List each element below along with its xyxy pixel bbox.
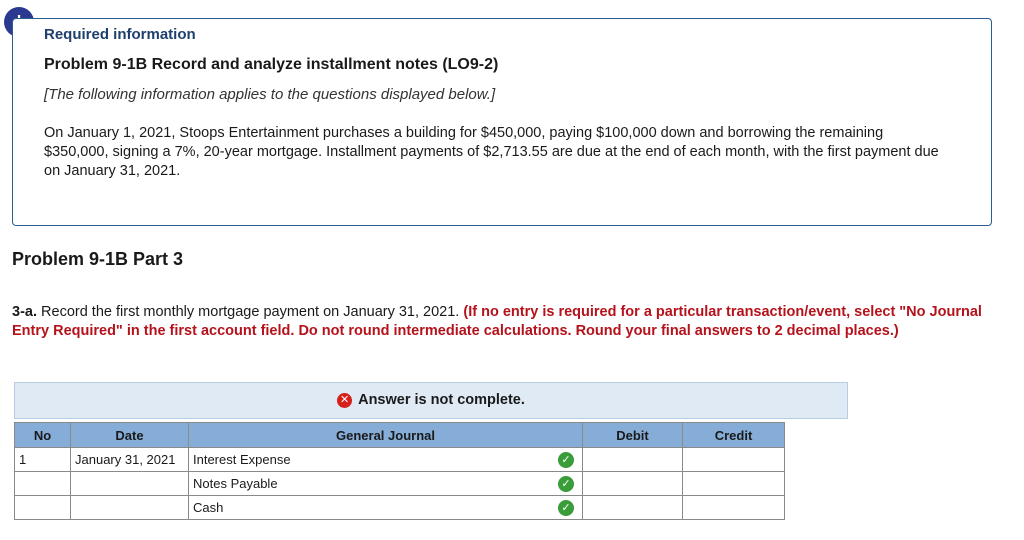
account-value[interactable]: Interest Expense [193,452,291,467]
instruction-warning: (If no entry is required for a particular transaction/event, select "No Journal Entry Required" in the first account field. Do not round intermediate calculations. Round your final answers to 2 decimal places.) [12,304,982,339]
scenario-text: On January 1, 2021, Stoops Entertainment purchases a building for $450,000, paying $100,000 down and borrowing the remaining $350,000, signing a 7%, 20-year mortgage. Installment payments of $2,713.55 are due at the end of each month, with the first payment due on January 31, 2021. [44,125,939,179]
applies-note: [The following information applies to the questions displayed below.] [44,86,496,103]
debit-input[interactable] [583,472,683,496]
date-cell[interactable] [71,496,189,520]
account-cell[interactable] [189,472,583,496]
account-cell[interactable] [189,496,583,520]
check-circle-icon: ✓ [558,452,574,468]
account-value[interactable]: Notes Payable [193,476,278,491]
row-no-cell [15,472,71,496]
required-information-title: Required information [44,26,196,43]
required-information-panel [12,18,992,226]
debit-input[interactable] [583,496,683,520]
header-date: Date [71,423,189,448]
date-cell[interactable]: January 31, 2021 [71,448,189,472]
problem-title: Problem 9-1B Record and analyze installment notes (LO9-2) [44,56,499,73]
account-value[interactable]: Cash [193,500,224,515]
row-no-cell [15,496,71,520]
answer-status-text: Answer is not complete. [358,392,525,408]
date-cell[interactable] [71,472,189,496]
instruction-body: Record the first monthly mortgage payment on January 31, 2021. [37,304,464,320]
credit-input[interactable] [683,448,785,472]
table-row [15,448,785,472]
instruction-part-label: 3-a. [12,304,37,320]
x-circle-icon: ✕ [337,393,352,408]
check-circle-icon: ✓ [558,476,574,492]
answer-status-bar [14,382,848,419]
table-row [15,472,785,496]
table-row [15,496,785,520]
header-no: No [15,423,71,448]
check-circle-icon: ✓ [558,500,574,516]
row-no-cell: 1 [15,448,71,472]
instruction-text [12,303,1002,341]
header-credit: Credit [683,423,785,448]
credit-input[interactable] [683,496,785,520]
credit-input[interactable] [683,472,785,496]
debit-input[interactable] [583,448,683,472]
journal-entry-table [14,422,785,520]
account-cell[interactable] [189,448,583,472]
header-general-journal: General Journal [189,423,583,448]
part-heading: Problem 9-1B Part 3 [12,249,184,269]
journal-header-row [15,423,785,448]
header-debit: Debit [583,423,683,448]
